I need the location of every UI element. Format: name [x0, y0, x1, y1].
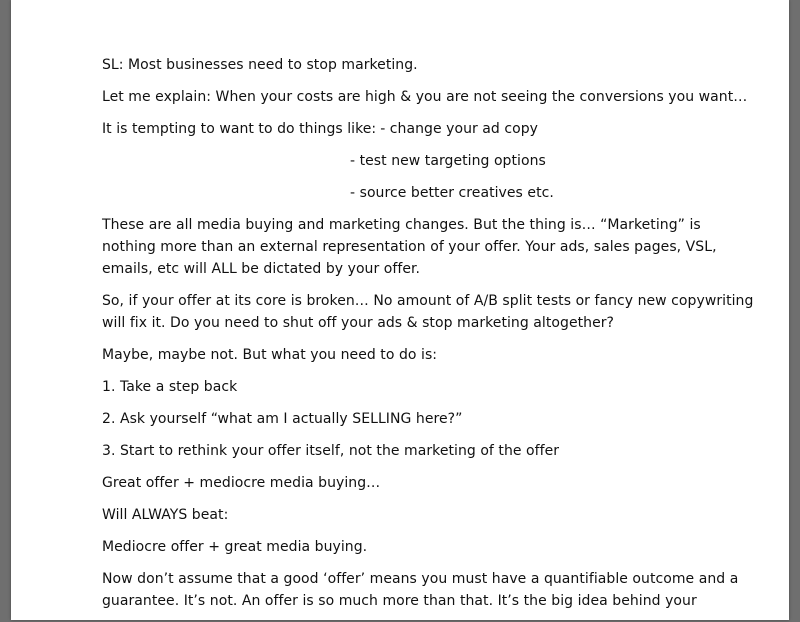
paragraph-media-buying — [102, 214, 717, 280]
text-line: will fix it. Do you need to shut off your ads & stop marketing altogether? — [102, 315, 615, 331]
text-line: - test new targeting options — [350, 153, 546, 169]
text-line: 2. Ask yourself “what am I actually SELLING here?” — [102, 411, 463, 427]
text-line: Mediocre offer + great media buying. — [102, 539, 368, 555]
text-line: So, if your offer at its core is broken… No amount of A/B split tests or fancy new copywriting — [102, 293, 754, 309]
numbered-item-2 — [102, 408, 712, 430]
list-item-targeting — [102, 150, 712, 172]
paragraph-sl — [102, 54, 712, 76]
text-line: Let me explain: When your costs are high & you are not seeing the conversions you want… — [102, 89, 748, 105]
text-line: Will ALWAYS beat: — [102, 507, 229, 523]
paragraph-explain — [102, 86, 748, 108]
text-line: SL: Most businesses need to stop marketing. — [102, 57, 418, 73]
paragraph-offer-meaning — [102, 568, 739, 612]
list-item-creatives — [102, 182, 712, 204]
paragraph-mediocre-offer — [102, 536, 712, 558]
text-line: 3. Start to rethink your offer itself, not the marketing of the offer — [102, 443, 560, 459]
numbered-item-3 — [102, 440, 712, 462]
text-line: Maybe, maybe not. But what you need to do is: — [102, 347, 438, 363]
paragraph-broken-offer — [102, 290, 754, 334]
text-line: It is tempting to want to do things like: — [102, 121, 377, 137]
paragraph-tempting — [102, 118, 712, 140]
numbered-item-1 — [102, 376, 712, 398]
document-content — [102, 54, 754, 622]
list-item-change-ad-copy: - change your ad copy — [380, 121, 539, 137]
paragraph-great-offer — [102, 472, 712, 494]
text-line: nothing more than an external representation of your offer. Your ads, sales pages, VSL, — [102, 239, 717, 255]
text-line: guarantee. It’s not. An offer is so much more than that. It’s the big idea behind your — [102, 593, 697, 609]
text-line: Now don’t assume that a good ‘offer’ means you must have a quantifiable outcome and a — [102, 571, 739, 587]
text-line: 1. Take a step back — [102, 379, 238, 395]
paragraph-always-beat — [102, 504, 712, 526]
text-line: - source better creatives etc. — [350, 185, 554, 201]
document-page — [11, 0, 789, 620]
paragraph-maybe — [102, 344, 712, 366]
text-line: These are all media buying and marketing changes. But the thing is… “Marketing” is — [102, 217, 701, 233]
text-line: Great offer + mediocre media buying… — [102, 475, 381, 491]
text-line: emails, etc will ALL be dictated by your offer. — [102, 261, 421, 277]
